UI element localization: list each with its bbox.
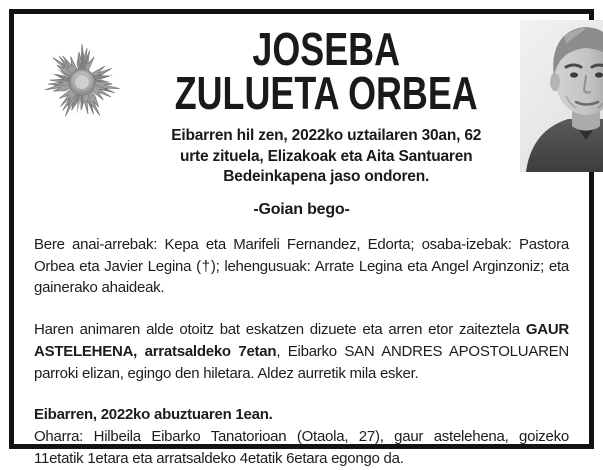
funeral-text-after: , Eibarko SAN ANDRES APOSTOLUAREN parroki elizan, egingo den hiletara. Aldez aurretik mila esker.: [34, 342, 569, 382]
notice-body: [14, 234, 589, 470]
note-paragraph: Oharra: Hilbeila Eibarko Tanatorioan (Otaola, 27), gaur astelehena, goizeko 11etatik 1etara eta arratsaldeko 4etatik 6etara egongo da.: [34, 428, 569, 467]
funeral-text-before: Haren animaren alde otoitz bat eskatzen dizuete eta arren etor zaiteztela: [34, 321, 526, 339]
title-block: [132, 14, 520, 187]
deceased-name: [132, 23, 520, 119]
motto: -Goian bego-: [253, 200, 350, 218]
deceased-name-line2: ZULUETA ORBEA: [174, 66, 478, 119]
notice-header: [14, 14, 589, 187]
deceased-name-line1: JOSEBA: [252, 23, 400, 75]
place-date-line: Eibarren, 2022ko abuztuaren 1ean.: [34, 406, 273, 424]
death-announcement: Eibarren hil zen, 2022ko uztailaren 30an, 62 urte zituela, Elizakoak eta Aita Santuaren Bedeinkapena jaso ondoren.: [171, 127, 482, 185]
obituary-notice-frame: [9, 9, 594, 467]
funeral-paragraph: [34, 319, 569, 384]
family-paragraph: Bere anai-arrebak: Kepa eta Marifeli Fernandez, Edorta; osaba-izebak: Pastora Orbea eta Javier Legina (†); lehengusuak: Arrate Legina eta Angel Arginzoniz; eta gainerako ahaideak.: [34, 235, 569, 297]
funeral-highlight: GAUR ASTELEHENA, arratsaldeko 7etan: [34, 321, 569, 360]
obituary-notice: [14, 14, 589, 467]
closing-paragraph: [34, 404, 569, 469]
eguzkilore-flower-icon: [14, 14, 132, 134]
deceased-portrait-photo: [520, 20, 603, 172]
